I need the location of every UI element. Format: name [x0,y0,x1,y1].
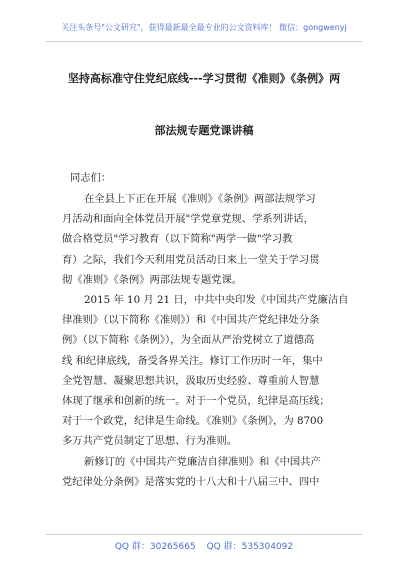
paragraph-2-line: 2015 年 10 月 21 日，中共中央印发《中国共产党廉洁自 [84,294,348,306]
paragraph-1-line: 做合格党员"学习教育（以下简称"两学一做"学习教 [62,233,293,246]
paragraph-1-line: 在全县上下正在开展《准则》《条例》两部法规学习 [84,193,316,205]
paragraph-3-line: 新修订的《中国共产党廉洁自律准则》和《中国共产 [84,456,321,468]
paragraph-3-line: 党纪律处分条例》是落实党的十八大和十八届三中、四中 [62,476,320,489]
footer-qq-group-2: QQ 群：535304092 [206,542,294,552]
footer [0,539,408,552]
document-title-line-2: 部法规专题党课讲稿 [154,124,254,137]
paragraph-2-line: 全党智慧、凝聚思想共识，汲取历史经验、尊重前人智慧 [62,374,320,387]
footer-divider [46,534,362,535]
paragraph-2-line: 线 和纪律底线，备受各界关注。修订工作历时一年，集中 [62,354,323,367]
paragraph-2-line: 体现了继承和创新的统一。对于一个党员，纪律是高压线； [62,395,330,408]
paragraph-3 [62,452,348,492]
header-divider [46,41,362,42]
footer-qq-group-1: QQ 群：30265665 [114,542,196,552]
paragraph-2-line: 律准则》（以下简称《准则》）和《中国共产党纪律处分条 [62,314,320,327]
paragraph-1-line: 育）之际，我们今天利用党员活动日来上一堂关于学习贯 [62,253,320,266]
paragraph-1-line: 月活动和面向全体党员开展"学党章党规、学系列讲话， [62,213,314,226]
paragraph-2-line: 例》（以下简称《条例》），为全面从严治党树立了道德高 [62,334,315,347]
document-title-line-1: 坚持高标准守住党纪底线---学习贯彻《准则》《条例》两 [67,72,341,85]
header-note: 关注头条号"公文研究"，获得最新最全最专业的公文资料库！ 微信：gongwenyj [61,23,347,32]
paragraph-1-line: 彻《准则》《条例》两部法规专题党课。 [62,273,243,286]
paragraph-2-line: 对于一个政党，纪律是生命线。《准则》《条例》，为 8700 [62,415,324,428]
paragraph-2 [62,290,348,452]
salutation: 同志们： [70,172,112,184]
paragraph-2-line: 多万共产党员制定了思想、行为准则。 [62,435,238,448]
paragraph-1 [62,189,348,290]
